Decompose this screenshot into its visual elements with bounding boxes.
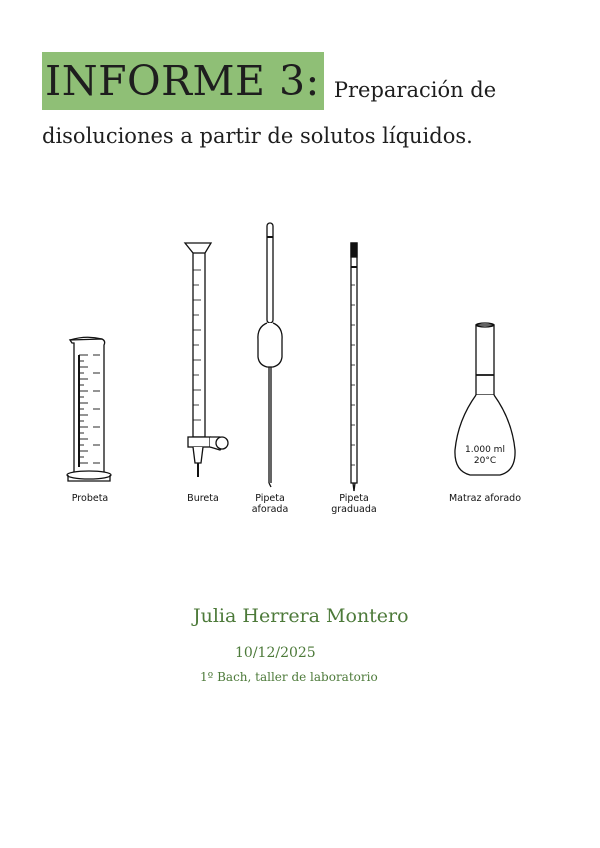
probeta-icon (67, 337, 111, 481)
report-date: 10/12/2025 (235, 645, 316, 661)
matraz-temp-label: 20°C (473, 456, 497, 466)
pipeta-graduada-label-1: Pipeta (339, 493, 369, 504)
pipeta-graduada-label-2: graduada (331, 504, 377, 515)
course-info: 1º Bach, taller de laboratorio (200, 670, 378, 684)
title-block (42, 50, 562, 148)
pipeta-aforada-label-2: aforada (251, 504, 289, 515)
title-line-1 (42, 50, 562, 110)
bureta-icon (185, 243, 228, 477)
matraz-volume-label: 1.000 ml (465, 445, 505, 455)
report-subtitle-start: Preparación de (333, 78, 497, 102)
pipeta-graduada-icon (351, 243, 357, 491)
lab-glassware-figure (60, 215, 540, 525)
pipeta-aforada-label-1: Pipeta (255, 493, 285, 504)
bureta-label: Bureta (187, 493, 219, 504)
report-title: INFORME 3: (45, 56, 320, 105)
probeta-label: Probeta (71, 493, 109, 504)
author-name: Julia Herrera Montero (193, 605, 409, 627)
pipeta-aforada-icon (258, 223, 282, 487)
matraz-label: Matraz aforado (448, 493, 522, 504)
glassware-illustration (60, 215, 540, 525)
report-subtitle-end: disoluciones a partir de solutos líquidos. (42, 124, 473, 148)
title-highlight (42, 52, 324, 110)
